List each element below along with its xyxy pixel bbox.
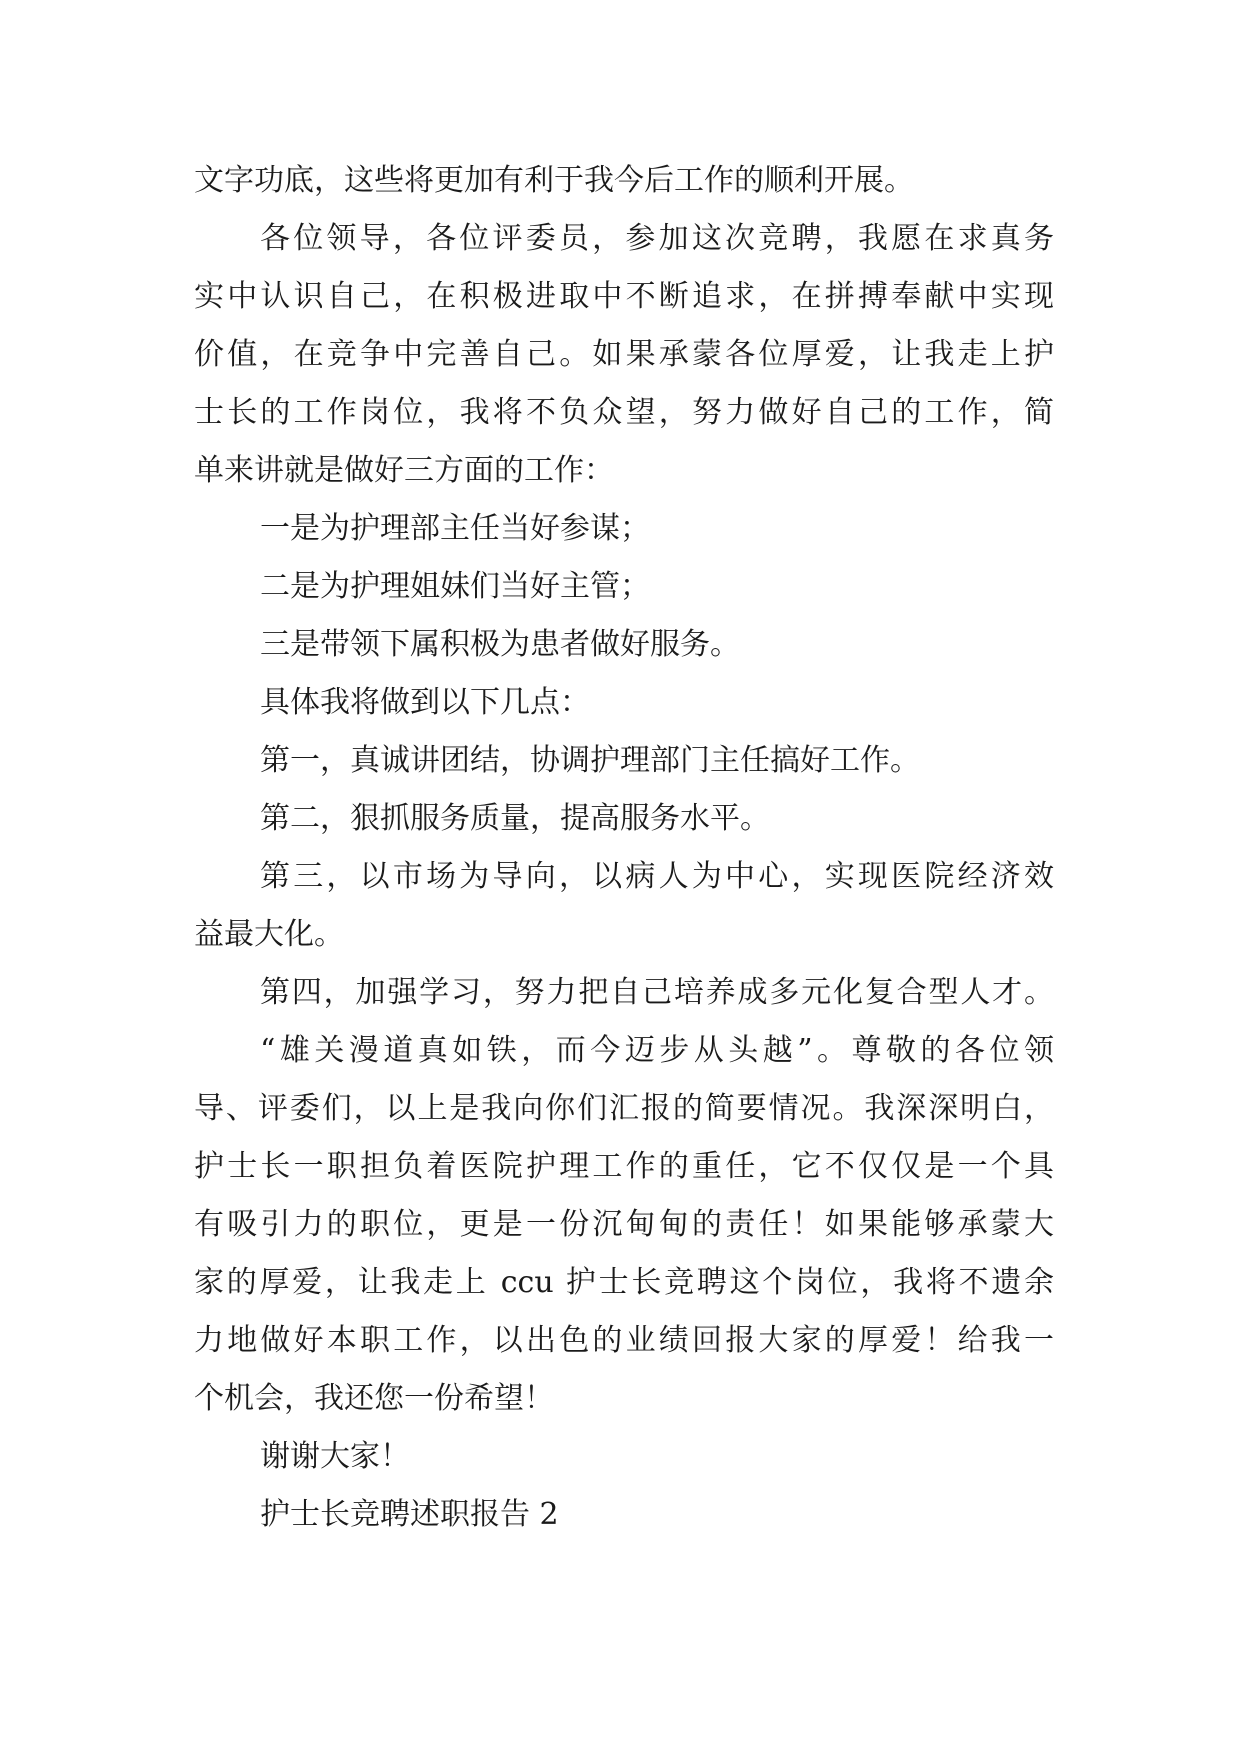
text-line: 有吸引力的职位，更是一份沉甸甸的责任！如果能够承蒙大 [194,1207,1054,1242]
text-line: 价值，在竞争中完善自己。如果承蒙各位厚爱，让我走上护 [194,337,1054,372]
text-line: 个机会，我还您一份希望！ [194,1381,554,1416]
list-item: 一是为护理部主任当好参谋； [260,511,650,546]
text-line: 护士长一职担负着医院护理工作的重任，它不仅仅是一个具 [194,1149,1054,1184]
list-item: 第一，真诚讲团结，协调护理部门主任搞好工作。 [260,743,920,778]
list-item: 第二，狠抓服务质量，提高服务水平。 [260,801,770,836]
text-line: 具体我将做到以下几点： [260,685,590,720]
document-page [194,152,1054,1544]
section-heading: 护士长竞聘述职报告 2 [260,1497,559,1532]
text-line: 实中认识自己，在积极进取中不断追求，在拼搏奉献中实现 [194,279,1054,314]
list-item: 第四，加强学习，努力把自己培养成多元化复合型人才。 [260,975,1054,1010]
list-item: 第三，以市场为导向，以病人为中心，实现医院经济效 [260,859,1054,894]
list-item: 三是带领下属积极为患者做好服务。 [260,627,740,662]
list-item: 二是为护理姐妹们当好主管； [260,569,650,604]
text-line: 谢谢大家！ [260,1439,410,1474]
text-line: 益最大化。 [194,917,344,952]
text-line: 单来讲就是做好三方面的工作： [194,453,614,488]
text-line: “雄关漫道真如铁，而今迈步从头越”。尊敬的各位领 [260,1033,1054,1068]
text-line: 文字功底，这些将更加有利于我今后工作的顺利开展。 [194,163,914,198]
text-line: 士长的工作岗位，我将不负众望，努力做好自己的工作，简 [194,395,1054,430]
text-line: 家的厚爱，让我走上 ccu 护士长竞聘这个岗位，我将不遗余 [194,1265,1054,1300]
text-line: 各位领导，各位评委员，参加这次竞聘，我愿在求真务 [260,221,1054,256]
text-line: 导、评委们，以上是我向你们汇报的简要情况。我深深明白， [194,1091,1054,1126]
text-line: 力地做好本职工作，以出色的业绩回报大家的厚爱！给我一 [194,1323,1054,1358]
